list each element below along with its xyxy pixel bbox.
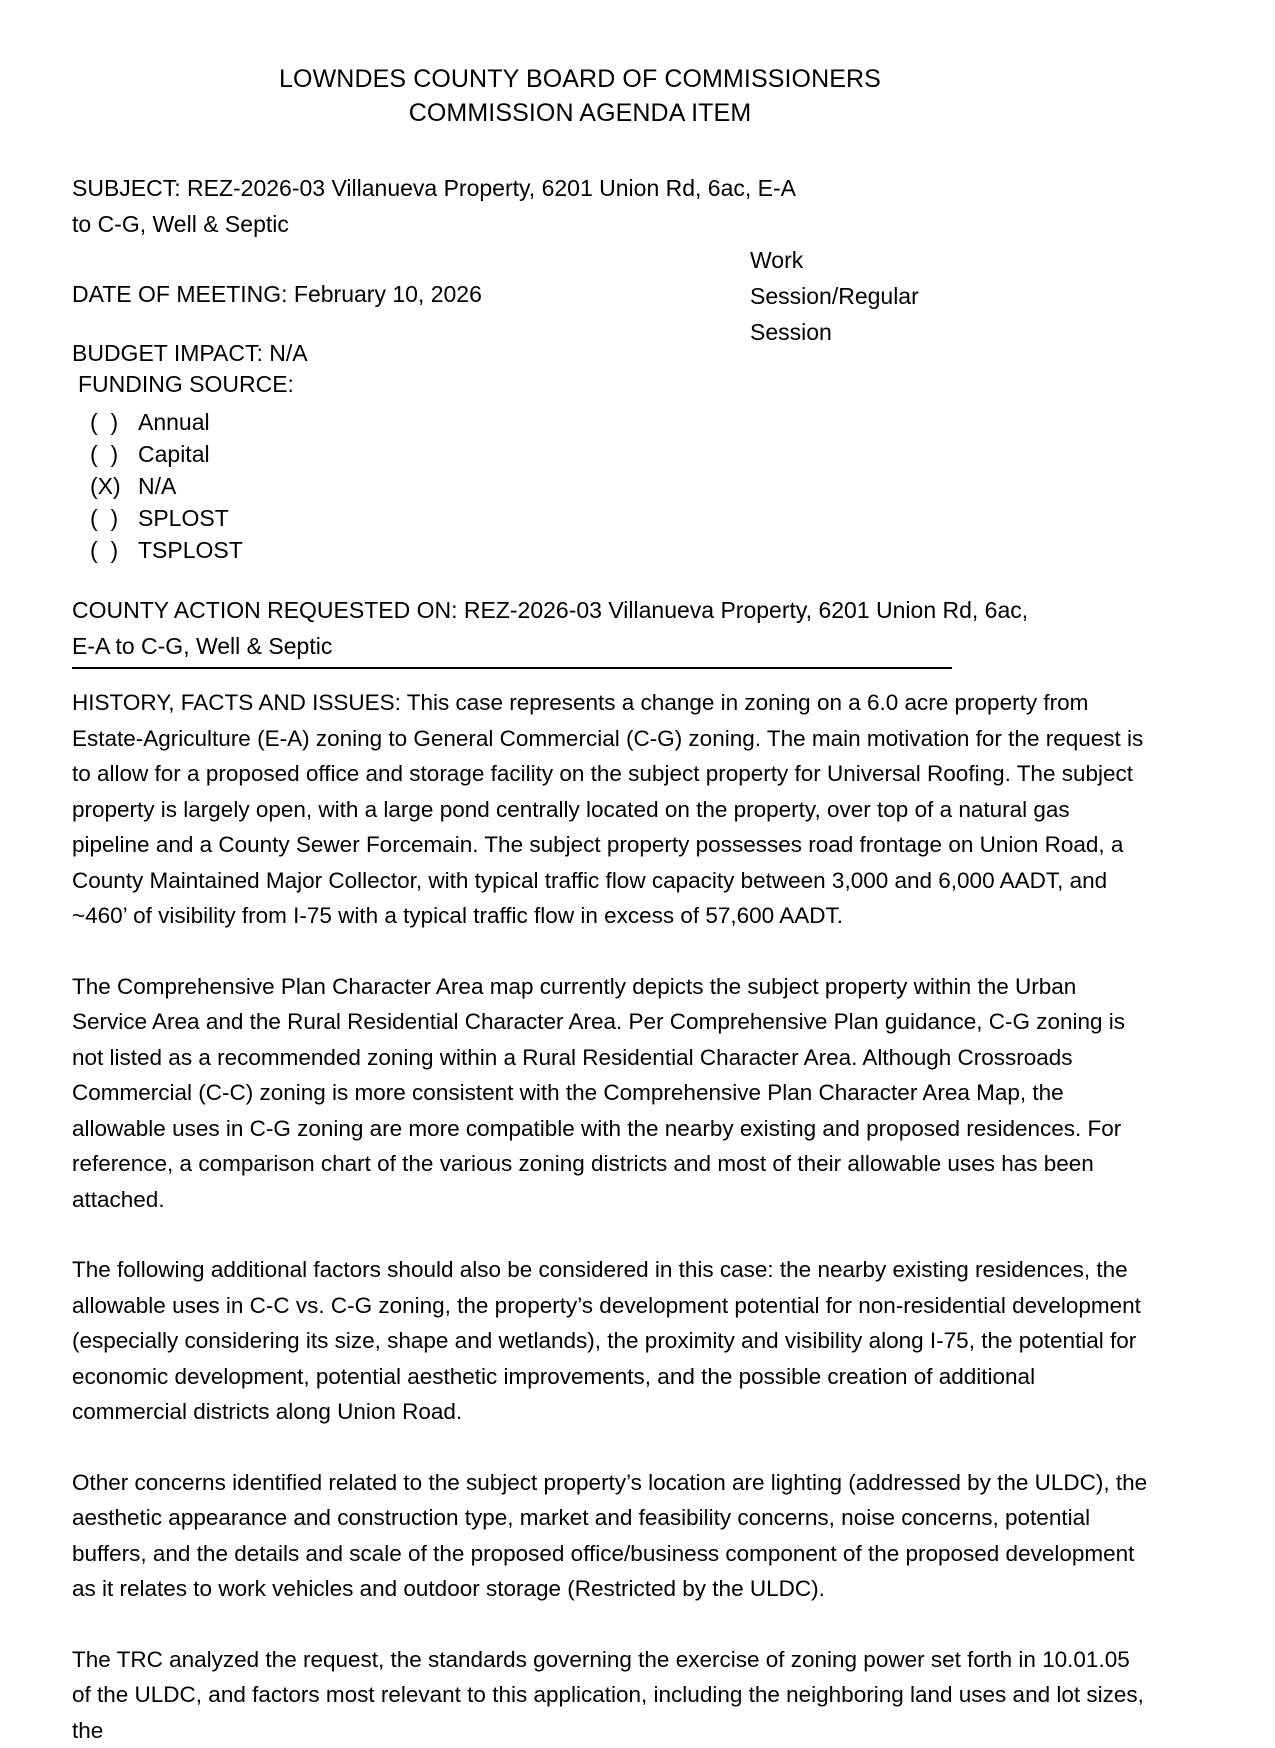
history-facts-issues-section xyxy=(72,685,1148,1748)
checkbox-na-checked[interactable]: (X) xyxy=(72,470,116,502)
funding-option-label: N/A xyxy=(116,470,176,502)
subject-line-1: SUBJECT: REZ-2026-03 Villanueva Property, 6201 Union Rd, 6ac, E-A xyxy=(72,170,1148,206)
funding-option-annual[interactable] xyxy=(72,406,1148,438)
session-line-3: Session xyxy=(750,314,980,350)
subject-line-2: to C-G, Well & Septic xyxy=(72,206,1148,242)
spacer-after-rule xyxy=(72,669,1148,685)
body-paragraph-2: The Comprehensive Plan Character Area map currently depicts the subject property within the Urban Service Area and the Rural Residential Character Area. Per Comprehensive Plan guidance, C-G zoning is not listed as a recommended zoning within a Rural Residential Character Area. Although Crossroads Commercial (C-C) zoning is more consistent with the Comprehensive Plan Character Area Map, the allowable uses in C-G zoning are more compatible with the nearby existing and proposed residences. For reference, a comparison chart of the various zoning districts and most of their allowable uses has been attached. xyxy=(72,969,1148,1218)
funding-option-na[interactable] xyxy=(72,470,1148,502)
budget-impact: BUDGET IMPACT: N/A xyxy=(72,338,1148,369)
date-of-meeting: DATE OF MEETING: February 10, 2026 xyxy=(72,276,482,312)
budget-block xyxy=(72,338,1148,566)
body-paragraph-4: Other concerns identified related to the subject property’s location are lighting (addressed by the ULDC), the aesthetic appearance and construction type, market and feasibility concerns, noise concerns, potential buffers, and the details and scale of the proposed office/business component of the proposed development as it relates to work vehicles and outdoor storage (Restricted by the ULDC). xyxy=(72,1465,1148,1607)
session-type xyxy=(750,242,980,350)
body-paragraph-5: The TRC analyzed the request, the standards governing the exercise of zoning power set forth in 10.01.05 of the ULDC, and factors most relevant to this application, including the neighboring land uses and lot sizes, the xyxy=(72,1642,1148,1748)
session-line-1: Work xyxy=(750,242,980,278)
body-paragraph-1: HISTORY, FACTS AND ISSUES: This case represents a change in zoning on a 6.0 acre property from Estate-Agriculture (E-A) zoning to General Commercial (C-G) zoning. The main motivation for the request is to allow for a proposed office and storage facility on the subject property for Universal Roofing. The subject property is largely open, with a large pond centrally located on the property, over top of a natural gas pipeline and a County Sewer Forcemain. The subject property possesses road frontage on Union Road, a County Maintained Major Collector, with typical traffic flow capacity between 3,000 and 6,000 AADT, and ~460’ of visibility from I-75 with a typical traffic flow in excess of 57,600 AADT. xyxy=(72,685,1148,934)
county-action-line-2: E-A to C-G, Well & Septic xyxy=(72,628,1148,664)
funding-option-label: SPLOST xyxy=(116,502,229,534)
funding-option-splost[interactable] xyxy=(72,502,1148,534)
county-action-line-1: COUNTY ACTION REQUESTED ON: REZ-2026-03 Villanueva Property, 6201 Union Rd, 6ac, xyxy=(72,592,1148,628)
subject-block xyxy=(72,170,1148,242)
checkbox-splost[interactable]: ( ) xyxy=(72,502,116,534)
funding-option-label: TSPLOST xyxy=(116,534,243,566)
funding-option-capital[interactable] xyxy=(72,438,1148,470)
checkbox-capital[interactable]: ( ) xyxy=(72,438,116,470)
session-line-2: Session/Regular xyxy=(750,278,980,314)
spacer-after-title xyxy=(72,130,1148,170)
meeting-row xyxy=(72,242,1148,338)
document-content xyxy=(72,62,1148,1748)
checkbox-tsplost[interactable]: ( ) xyxy=(72,534,116,566)
funding-option-label: Capital xyxy=(116,438,210,470)
spacer-before-action xyxy=(72,566,1148,592)
county-action-block xyxy=(72,592,1148,664)
funding-option-label: Annual xyxy=(116,406,210,438)
checkbox-annual[interactable]: ( ) xyxy=(72,406,116,438)
funding-option-tsplost[interactable] xyxy=(72,534,1148,566)
funding-source-label: FUNDING SOURCE: xyxy=(72,369,1148,400)
page-title-line-2: COMMISSION AGENDA ITEM xyxy=(72,96,1088,130)
funding-source-list xyxy=(72,406,1148,566)
body-paragraph-3: The following additional factors should also be considered in this case: the nearby existing residences, the allowable uses in C-C vs. C-G zoning, the property’s development potential for non-residential development (especially considering its size, shape and wetlands), the proximity and visibility along I-75, the potential for economic development, potential aesthetic improvements, and the possible creation of additional commercial districts along Union Road. xyxy=(72,1252,1148,1430)
page-title-line-1: LOWNDES COUNTY BOARD OF COMMISSIONERS xyxy=(72,62,1088,96)
page-title xyxy=(72,62,1148,130)
